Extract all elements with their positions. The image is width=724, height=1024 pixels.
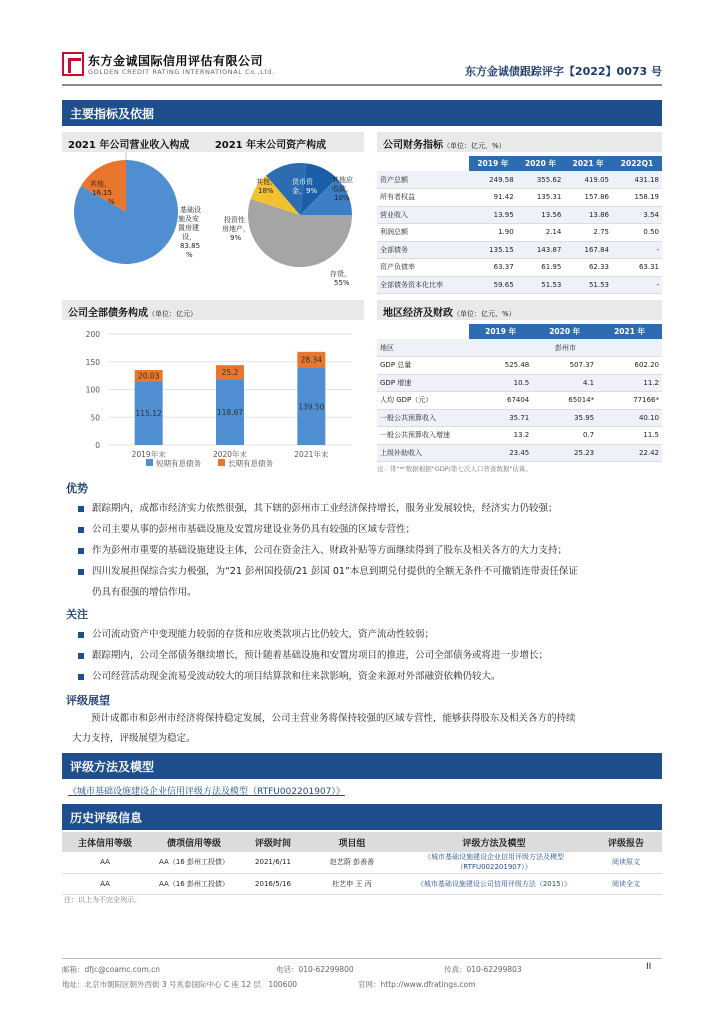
region-cell: 23.45 [469, 444, 532, 462]
region-cell: 10.5 [469, 374, 532, 392]
revenue-label-other-2: 16.15 [92, 189, 113, 197]
legend-label: 长期有息债务 [228, 459, 273, 468]
footer-website: 官网：http://www.dfratings.com [358, 980, 476, 989]
assets-label-inv-1: 投资性 [224, 216, 245, 224]
region-cell: 525.48 [469, 357, 532, 375]
footer-email: 邮箱：dfjc@coamc.com.cn [62, 965, 161, 974]
finance-row [377, 189, 662, 207]
finance-cell: 13.56 [517, 206, 565, 224]
region-cell: 11.2 [597, 374, 662, 392]
finance-col-2020: 2020 年 [517, 156, 565, 171]
region-cell: 35.95 [532, 409, 597, 427]
finance-cell: 91.42 [469, 189, 517, 207]
legend-label: 短期有息债务 [156, 459, 201, 468]
finance-cell: 431.18 [612, 171, 662, 189]
finance-title: 公司财务指标 [383, 140, 443, 151]
region-area-label: 地区 [377, 339, 469, 357]
footer-divider [62, 958, 662, 959]
outlook-text [72, 709, 662, 749]
finance-row [377, 276, 662, 294]
section-main-indicators: 主要指标及依据 [62, 100, 662, 126]
concerns-list [76, 624, 662, 687]
finance-row-label: 资产负债率 [377, 259, 469, 277]
region-area-row [377, 339, 662, 357]
region-row [377, 427, 662, 445]
finance-cell: 2.14 [517, 224, 565, 242]
finance-cell: - [612, 276, 662, 294]
x-tick-label: 2020年末 [212, 450, 248, 459]
advantage-item: 公司主要从事的彭州市基础设施及安置房建设业务仍具有较强的区域专营性； [76, 519, 662, 540]
finance-cell: 62.33 [564, 259, 612, 277]
assets-label-stock-1: 存货， [330, 270, 351, 278]
advantage-item: 跟踪期内，成都市经济实力依然很强，其下辖的彭州市工业经济保持增长，服务业发展较快，经济实力仍较强； [76, 498, 662, 519]
outlook-title: 评级展望 [66, 694, 110, 707]
finance-cell: 158.19 [612, 189, 662, 207]
history-issue: AA（16 彭州工投债） [148, 873, 240, 894]
finance-cell: 249.58 [469, 171, 517, 189]
finance-row [377, 224, 662, 242]
bar-data-label: 139.50 [298, 402, 325, 412]
advantages-list [76, 498, 662, 603]
region-row-label: 人均 GDP（元） [377, 392, 469, 410]
region-row-label: GDP 增速 [377, 374, 469, 392]
section-rating-method: 评级方法及模型 [62, 753, 662, 779]
concern-item: 公司流动资产中变现能力较弱的存货和应收类款项占比仍较大，资产流动性较弱； [76, 624, 662, 645]
history-method-link-1[interactable]: 《城市基础设施建设公司信用评级方法（2015）》 [416, 879, 572, 888]
y-tick-label: 50 [90, 413, 100, 423]
history-team: 杜艺申 王 丙 [306, 873, 398, 894]
outlook-line-2: 大力支持，评级展望为稳定。 [72, 733, 196, 744]
region-cell: 67404 [469, 392, 532, 410]
finance-row-label: 所有者权益 [377, 189, 469, 207]
header-divider [62, 84, 662, 86]
footer-fax: 传真：010-62299803 [444, 965, 522, 974]
finance-row-label: 全部债务 [377, 241, 469, 259]
finance-row-label: 营业收入 [377, 206, 469, 224]
finance-header-row [377, 156, 662, 171]
region-cell: 13.2 [469, 427, 532, 445]
y-tick-label: 150 [85, 357, 100, 367]
history-report-link[interactable]: 阅读全文 [612, 879, 640, 888]
region-cell: 25.23 [532, 444, 597, 462]
region-title: 地区经济及财政 [383, 308, 453, 319]
region-cell: 4.1 [532, 374, 597, 392]
finance-cell: 1.90 [469, 224, 517, 242]
history-team: 赵艺蔚 彭善善 [306, 852, 398, 873]
bar-data-label: 20.03 [137, 371, 160, 381]
region-row [377, 444, 662, 462]
history-note: 注：以上为不完全列示。 [64, 896, 141, 904]
finance-cell: 13.95 [469, 206, 517, 224]
region-row-label: 上级补助收入 [377, 444, 469, 462]
x-tick-label: 2019年末 [131, 450, 166, 459]
x-tick-label: 2021年末 [294, 450, 329, 459]
history-col-method: 评级方法及模型 [398, 832, 590, 852]
company-logo [62, 52, 84, 76]
region-cell: 22.42 [597, 444, 662, 462]
region-cell: 40.10 [597, 409, 662, 427]
region-row [377, 374, 662, 392]
finance-cell: 167.84 [564, 241, 612, 259]
revenue-pie-title: 2021 年公司营业收入构成 [68, 140, 190, 151]
finance-cell: 59.65 [469, 276, 517, 294]
assets-label-other-rec-2: 收款， [332, 185, 353, 193]
history-report [590, 852, 662, 873]
finance-cell: 135.15 [469, 241, 517, 259]
finance-cell: - [612, 241, 662, 259]
finance-unit: （单位：亿元、%） [443, 142, 506, 150]
history-report [590, 873, 662, 894]
y-tick-label: 100 [85, 385, 100, 395]
region-col-2019: 2019 年 [469, 324, 532, 339]
region-unit: （单位：亿元、%） [453, 310, 516, 318]
finance-cell: 143.87 [517, 241, 565, 259]
finance-cell: 13.86 [564, 206, 612, 224]
history-method [398, 852, 590, 873]
pie-panel [62, 132, 364, 290]
y-tick-label: 0 [95, 441, 100, 450]
history-col-report: 评级报告 [590, 832, 662, 852]
footer-phone: 电话：010-62299800 [276, 965, 354, 974]
finance-row-label: 利润总额 [377, 224, 469, 242]
finance-cell: 51.53 [517, 276, 565, 294]
history-entity: AA [62, 873, 148, 894]
revenue-label-infra-2: 施及安 [178, 215, 199, 223]
footer-address: 地址：北京市朝阳区朝外西街 3 号兆泰国际中心 C 座 12 层 100600 [62, 980, 297, 989]
region-cell: 35.71 [469, 409, 532, 427]
region-table [377, 324, 662, 462]
finance-row-label: 全部债务资本化比率 [377, 276, 469, 294]
debt-unit: （单位：亿元） [148, 310, 197, 318]
region-col-2020: 2020 年 [532, 324, 597, 339]
revenue-label-infra-3: 置房建 [178, 224, 199, 232]
region-cell: 602.20 [597, 357, 662, 375]
advantage-item-cont: 仍具有很强的增信作用。 [92, 587, 197, 598]
finance-panel-header [377, 132, 662, 152]
finance-cell: 355.62 [517, 171, 565, 189]
finance-cell: 0.50 [612, 224, 662, 242]
history-row [62, 873, 662, 894]
history-col-issue: 债项信用等级 [148, 832, 240, 852]
region-header-row [377, 324, 662, 339]
finance-col-2022q1: 2022Q1 [612, 156, 662, 171]
finance-table [377, 156, 662, 294]
assets-label-inv-3: 9% [230, 234, 242, 242]
history-method-link-1[interactable]: 《城市基础设施建设企业信用评级方法及模型 [424, 853, 564, 862]
page-number: II [646, 962, 652, 972]
finance-cell: 419.05 [564, 171, 612, 189]
history-col-entity: 主体信用等级 [62, 832, 148, 852]
finance-cell: 157.86 [564, 189, 612, 207]
finance-row [377, 259, 662, 277]
finance-col-2019: 2019 年 [469, 156, 517, 171]
history-table [62, 832, 662, 895]
assets-label-inv-2: 房地产， [222, 225, 250, 233]
legend-swatch [218, 459, 225, 466]
assets-pie-title: 2021 年末公司资产构成 [214, 140, 327, 151]
pie-panel-header [62, 132, 364, 152]
concerns-title: 关注 [66, 608, 88, 621]
advantage-item: 四川发展担保综合实力极强，为“21 彭州国投债/21 彭国 01”本息到期兑付提供的全额无条件不可撤销连带责任保证 [76, 561, 662, 582]
finance-cell: 135.31 [517, 189, 565, 207]
revenue-label-other-3: % [108, 198, 115, 206]
assets-label-other-2: 18% [258, 187, 274, 195]
history-issue: AA（16 彭州工投债） [148, 852, 240, 873]
bar-data-label: 25.2 [221, 368, 239, 378]
region-row-label: 一般公共预算收入增速 [377, 427, 469, 445]
region-header-blank [377, 324, 469, 339]
region-row-label: GDP 总量 [377, 357, 469, 375]
rating-method-link[interactable]: 《城市基础设施建设企业信用评级方法及模型（RTFU002201907）》 [68, 787, 345, 797]
revenue-label-infra-4: 设， [182, 233, 196, 241]
finance-row [377, 171, 662, 189]
finance-col-2021: 2021 年 [564, 156, 612, 171]
advantage-item: 作为彭州市重要的基础设施建设主体，公司在资金注入、财政补贴等方面继续得到了股东及相关各方的大力支持； [76, 540, 662, 561]
company-name-en: GOLDEN CREDIT RATING INTERNATIONAL Co.,Ltd. [88, 68, 275, 76]
history-method-link-2[interactable]: （RTFU002201907）》 [456, 863, 532, 872]
assets-label-other-rec-3: 10% [334, 194, 350, 202]
finance-header-blank [377, 156, 469, 171]
region-cell: 65014* [532, 392, 597, 410]
company-name: 东方金诚国际信用评估有限公司 [88, 54, 264, 68]
pie-charts [62, 152, 364, 290]
finance-panel [377, 132, 662, 294]
history-entity: AA [62, 852, 148, 873]
assets-label-stock-2: 55% [334, 279, 350, 287]
assets-label-other-1: 其他， [256, 178, 277, 186]
debt-panel-header [62, 300, 364, 320]
concern-item: 跟踪期内，公司全部债务继续增长，预计随着基础设施和安置房项目的推进，公司全部债务或将进一步增长； [76, 645, 662, 666]
finance-row-label: 资产总额 [377, 171, 469, 189]
revenue-label-infra-1: 基础设 [180, 206, 201, 214]
assets-label-other-rec-1: 其他应 [332, 176, 353, 184]
report-number: 东方金诚债跟踪评字【2022】0073 号 [464, 65, 662, 78]
history-method [398, 873, 590, 894]
region-cell: 0.7 [532, 427, 597, 445]
region-note: 注：带"*"数据根据"GDP/第七次人口普查数据"估算。 [377, 465, 532, 473]
legend-swatch [146, 459, 153, 466]
revenue-label-other-1: 其他， [90, 180, 111, 188]
assets-label-cash-1: 货币资 [292, 178, 313, 186]
history-row [62, 852, 662, 873]
history-col-date: 评级时间 [240, 832, 306, 852]
region-row [377, 392, 662, 410]
region-cell: 11.5 [597, 427, 662, 445]
region-area-value: 彭州市 [469, 339, 662, 357]
bar-data-label: 118.67 [216, 408, 244, 418]
finance-row [377, 241, 662, 259]
history-report-link[interactable]: 阅读原文 [612, 858, 640, 867]
region-cell: 507.37 [532, 357, 597, 375]
history-col-team: 项目组 [306, 832, 398, 852]
region-panel-header [377, 300, 662, 320]
region-panel [377, 300, 662, 473]
region-row [377, 409, 662, 427]
debt-title: 公司全部债务构成 [68, 308, 148, 319]
section-history: 历史评级信息 [62, 804, 662, 830]
bar-data-label: 28.34 [300, 355, 323, 365]
advantages-title: 优势 [66, 482, 88, 495]
history-header-row [62, 832, 662, 852]
finance-cell: 51.53 [564, 276, 612, 294]
history-date: 2021/6/11 [240, 852, 306, 873]
revenue-label-infra-5: 83.85 [180, 242, 201, 250]
concern-item: 公司经营活动现金流易受波动较大的项目结算款和往来款影响，资金来源对外部融资依赖仍较大。 [76, 666, 662, 687]
bar-data-label: 115.12 [135, 409, 162, 419]
outlook-line-1: 预计成都市和彭州市经济将保持稳定发展，公司主营业务将保持较强的区域专营性，能够获得股东及相关各方的持续 [91, 713, 576, 724]
finance-cell: 63.37 [469, 259, 517, 277]
history-date: 2016/5/16 [240, 873, 306, 894]
finance-cell: 63.31 [612, 259, 662, 277]
revenue-label-infra-6: % [186, 251, 193, 259]
debt-panel [62, 300, 364, 468]
finance-cell: 61.95 [517, 259, 565, 277]
y-tick-label: 200 [85, 330, 100, 339]
region-col-2021: 2021 年 [597, 324, 662, 339]
debt-chart [62, 320, 364, 468]
region-row [377, 357, 662, 375]
finance-row [377, 206, 662, 224]
region-cell: 77166* [597, 392, 662, 410]
finance-cell: 2.75 [564, 224, 612, 242]
finance-cell: 3.54 [612, 206, 662, 224]
assets-label-cash-2: 金，9% [292, 187, 318, 195]
region-row-label: 一般公共预算收入 [377, 409, 469, 427]
